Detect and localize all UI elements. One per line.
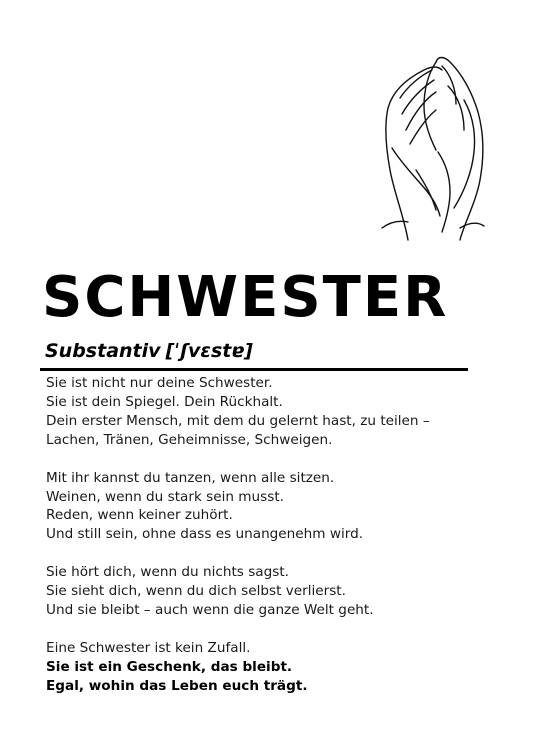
stanza bbox=[46, 469, 506, 545]
poem-line: Sie hört dich, wenn du nichts sagst. bbox=[46, 564, 289, 581]
poem-line-bold: Sie ist ein Geschenk, das bleibt. bbox=[46, 658, 293, 675]
stanza bbox=[46, 563, 506, 620]
poem-line: Lachen, Tränen, Geheimnisse, Schweigen. bbox=[46, 431, 333, 448]
poem-line: Und still sein, ohne dass es unangenehm wird. bbox=[46, 526, 364, 543]
poem-line: Eine Schwester ist kein Zufall. bbox=[46, 639, 251, 656]
poem-line: Reden, wenn keiner zuhört. bbox=[46, 507, 233, 524]
word-class-label: Substantiv bbox=[45, 340, 161, 362]
poem-line: Sie sieht dich, wenn du dich selbst verlierst. bbox=[46, 583, 346, 600]
poem-line: Weinen, wenn du stark sein musst. bbox=[46, 488, 284, 505]
poem-body bbox=[46, 374, 506, 715]
pronunciation-label: [ˈʃvɛstɐ] bbox=[165, 340, 253, 362]
divider-line bbox=[40, 368, 468, 371]
holding-hands-icon bbox=[380, 52, 485, 242]
poem-line: Und sie bleibt – auch wenn die ganze Welt geht. bbox=[46, 602, 374, 619]
stanza bbox=[46, 374, 506, 450]
poem-line: Mit ihr kannst du tanzen, wenn alle sitzen. bbox=[46, 469, 335, 486]
poem-line: Dein erster Mensch, mit dem du gelernt hast, zu teilen – bbox=[46, 412, 430, 429]
stanza bbox=[46, 639, 506, 696]
poem-line-bold: Egal, wohin das Leben euch trägt. bbox=[46, 677, 308, 694]
definition-subtitle bbox=[45, 338, 253, 364]
poem-line: Sie ist dein Spiegel. Dein Rückhalt. bbox=[46, 393, 283, 410]
poem-line: Sie ist nicht nur deine Schwester. bbox=[46, 375, 273, 391]
page-title: SCHWESTER bbox=[42, 265, 449, 330]
